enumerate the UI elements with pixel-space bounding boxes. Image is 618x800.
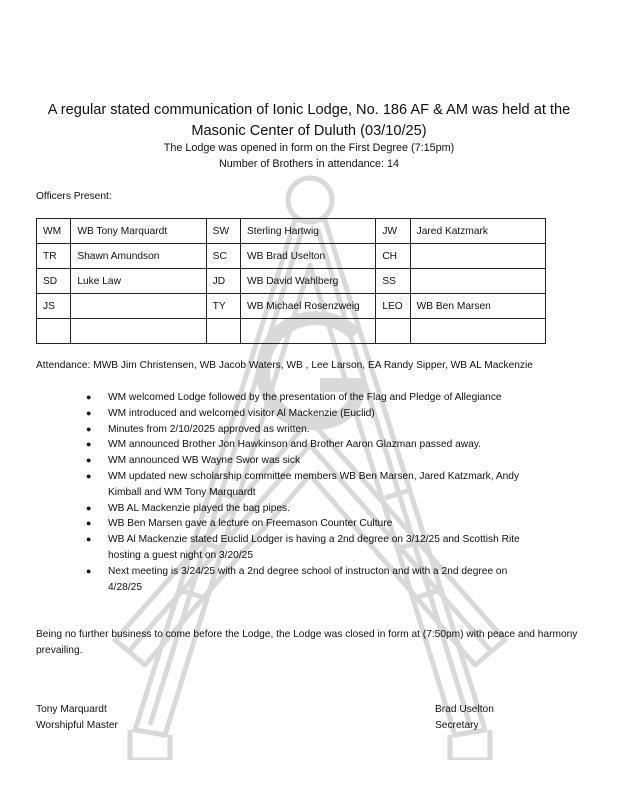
bullet-icon: ●	[86, 423, 92, 434]
office-abbrev-cell: SS	[376, 269, 410, 294]
officer-name-cell: WB David Wahlberg	[240, 269, 375, 294]
list-item	[82, 437, 542, 453]
officer-name-cell: WB Michael Rosenzweig	[240, 294, 375, 319]
office-abbrev-cell: JW	[376, 219, 410, 244]
document-title-line-1: A regular stated communication of Ionic Lodge, No. 186 AF & AM was held at the	[47, 102, 571, 118]
minutes-item-text: Minutes from 2/10/2025 approved as written.	[108, 423, 310, 435]
officers-table	[36, 218, 546, 344]
attendance-line: Attendance: MWB Jim Christensen, WB Jacob Waters, WB , Lee Larson, EA Randy Sipper, WB AL Mackenzie	[36, 360, 533, 371]
office-abbrev-cell: JS	[37, 294, 71, 319]
list-item	[82, 532, 542, 564]
officer-name-cell	[410, 244, 545, 269]
office-abbrev-cell	[206, 319, 240, 344]
minutes-item-text: WM updated new scholarship committee members WB Ben Marsen, Jared Katzmark, Andy Kimball and WM Tony Marquardt	[108, 470, 520, 498]
worshipful-master-name: Tony Marquardt	[36, 704, 107, 715]
list-item	[82, 516, 542, 532]
table-row	[37, 219, 546, 244]
office-abbrev-cell: WM	[37, 219, 71, 244]
secretary-name: Brad Uselton	[435, 704, 494, 715]
minutes-item-text: WB Ben Marsen gave a lecture on Freemason Counter Culture	[108, 518, 393, 530]
officer-name-cell: Jared Katzmark	[410, 219, 545, 244]
officer-name-cell	[240, 319, 375, 344]
office-abbrev-cell: CH	[376, 244, 410, 269]
attendance-count-line: Number of Brothers in attendance: 14	[218, 158, 400, 170]
table-row	[37, 294, 546, 319]
officer-name-cell: WB Brad Uselton	[240, 244, 375, 269]
minutes-item-text: WM welcomed Lodge followed by the presentation of the Flag and Pledge of Allegiance	[108, 392, 502, 403]
bullet-icon: ●	[86, 407, 92, 418]
minutes-item-text: WB AL Mackenzie played the bag pipes.	[108, 502, 290, 514]
bullet-icon: ●	[86, 439, 92, 450]
officer-name-cell: Luke Law	[71, 269, 206, 294]
officer-name-cell	[410, 269, 545, 294]
officer-name-cell: WB Ben Marsen	[410, 294, 545, 319]
closing-paragraph: Being no further business to come before the Lodge, the Lodge was closed in form at (7:50pm) with peace and harmony prevailing.	[36, 629, 578, 656]
office-abbrev-cell: SD	[37, 269, 71, 294]
officer-name-cell: WB Tony Marquardt	[71, 219, 206, 244]
bullet-icon: ●	[86, 470, 92, 481]
officer-name-cell: Sterling Hartwig	[240, 219, 375, 244]
minutes-item-text: Next meeting is 3/24/25 with a 2nd degree school of instructon and with a 2nd degree on 4/28/25	[108, 565, 508, 593]
worshipful-master-title: Worshipful Master	[36, 720, 118, 731]
list-item	[82, 453, 542, 469]
officer-name-cell	[410, 319, 545, 344]
officer-name-cell	[71, 294, 206, 319]
list-item	[82, 406, 542, 422]
bullet-icon: ●	[86, 518, 92, 529]
bullet-icon: ●	[86, 392, 92, 402]
office-abbrev-cell: TY	[206, 294, 240, 319]
bullet-icon: ●	[86, 502, 92, 513]
minutes-item-text: WM announced WB Wayne Swor was sick	[108, 455, 301, 467]
office-abbrev-cell: SC	[206, 244, 240, 269]
officers-present-label: Officers Present:	[36, 191, 112, 202]
secretary-title: Secretary	[435, 720, 479, 731]
lodge-opened-line: The Lodge was opened in form on the First Degree (7:15pm)	[163, 142, 455, 154]
office-abbrev-cell: SW	[206, 219, 240, 244]
minutes-item-text: WB Al Mackenzie stated Euclid Lodger is having a 2nd degree on 3/12/25 and Scottish Rite hosting a guest night on 3/20/25	[108, 534, 520, 561]
office-abbrev-cell: JD	[206, 269, 240, 294]
officer-name-cell	[71, 319, 206, 344]
list-item	[82, 501, 542, 517]
minutes-list	[82, 390, 542, 595]
bullet-icon: ●	[86, 534, 92, 545]
list-item	[82, 390, 542, 406]
bullet-icon: ●	[86, 455, 92, 466]
office-abbrev-cell	[37, 319, 71, 344]
office-abbrev-cell: LEO	[376, 294, 410, 319]
minutes-item-text: WM announced Brother Jon Hawkinson and Brother Aaron Glazman passed away.	[108, 439, 481, 451]
list-item	[82, 422, 542, 438]
list-item	[82, 564, 542, 596]
document-title-line-2: Masonic Center of Duluth (03/10/25)	[191, 123, 427, 139]
office-abbrev-cell	[376, 319, 410, 344]
officer-name-cell: Shawn Amundson	[71, 244, 206, 269]
table-row	[37, 244, 546, 269]
table-row	[37, 319, 546, 344]
office-abbrev-cell: TR	[37, 244, 71, 269]
table-row	[37, 269, 546, 294]
list-item	[82, 469, 542, 501]
bullet-icon: ●	[86, 565, 92, 576]
minutes-item-text: WM introduced and welcomed visitor Al Mackenzie (Euclid)	[108, 407, 375, 419]
